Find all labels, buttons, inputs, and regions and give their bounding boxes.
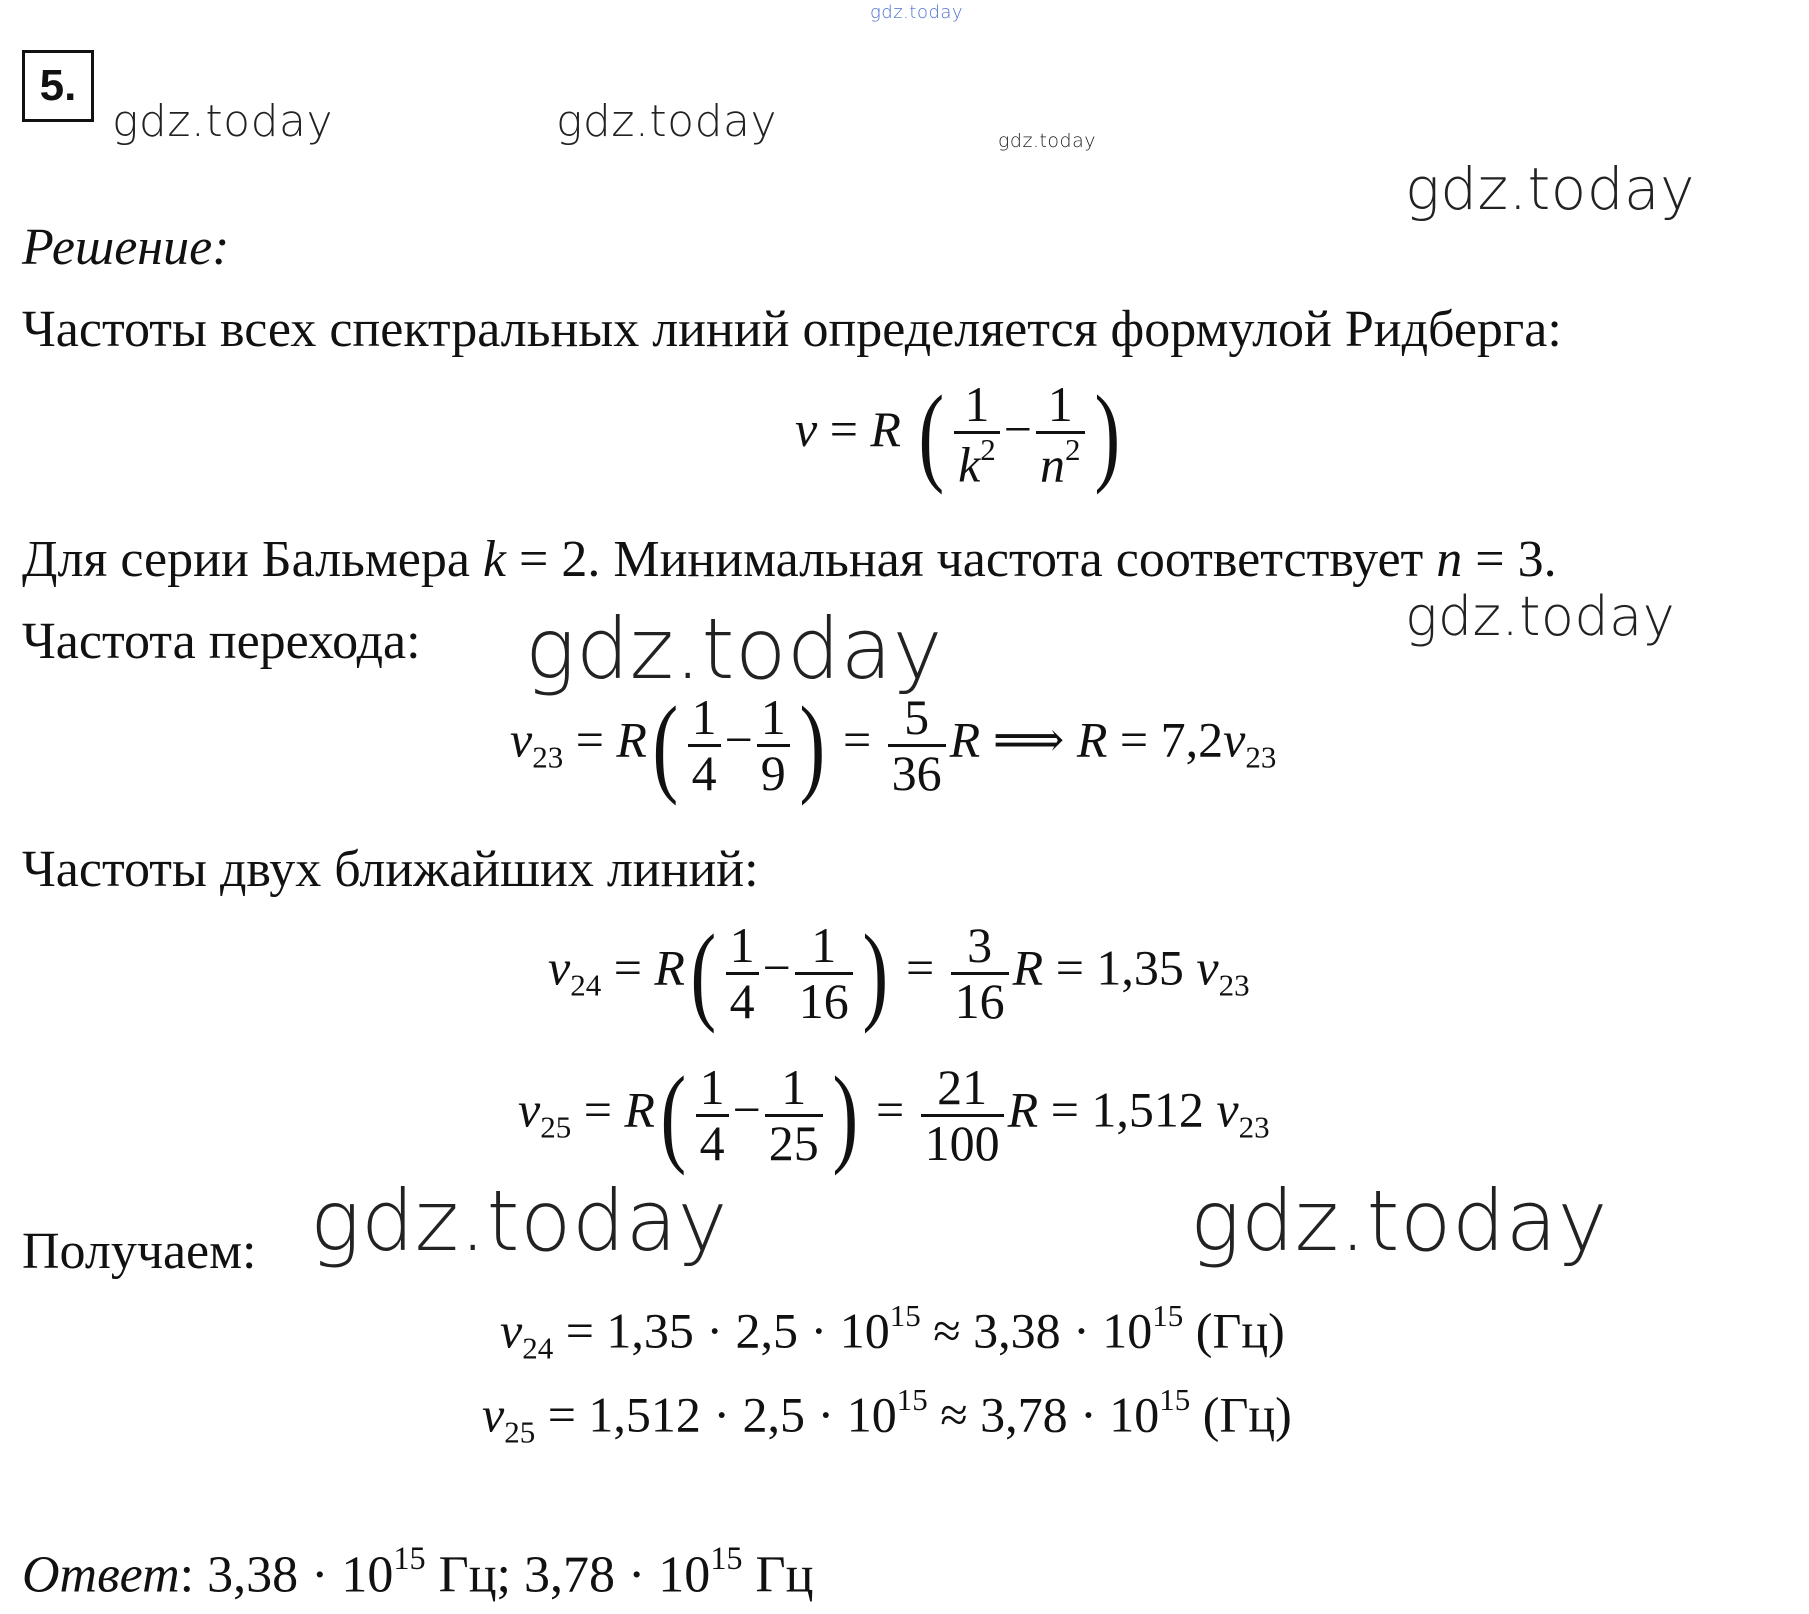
problem-number: 5. bbox=[22, 50, 94, 122]
watermark: gdz.today bbox=[1405, 155, 1695, 223]
result-nu24: $\nu_{24} = 1,35 \cdot 2,5 \cdot 10^{15} \approx 3,38 \cdot 10^{15}$ (Гц) bbox=[500, 1298, 1285, 1366]
watermark: gdz.today bbox=[1190, 1172, 1608, 1270]
watermark: gdz.today bbox=[556, 96, 778, 147]
transition-label: Частота перехода: bbox=[22, 613, 421, 670]
equation-nu24: $\nu_{24} = R$( $\frac{1}{4}$ − $\frac{1}{16}$ ) = $\frac{3}{16}$ R = 1,35 $\nu_{23}$ bbox=[548, 912, 1250, 1034]
watermark: gdz.today bbox=[112, 96, 334, 147]
equation-nu25: $\nu_{25} = R$( $\frac{1}{4}$ − $\frac{1}{25}$ ) = $\frac{21}{100}$ R = 1,512 $\nu_{23}$ bbox=[518, 1054, 1270, 1176]
watermark: gdz.today bbox=[310, 1172, 728, 1270]
equation-nu23: $\nu_{23} = R$( $\frac{1}{4}$ − $\frac{1}{9}$ ) = $\frac{5}{36}$ R ⟹ $R = 7,2\nu_{23}$ bbox=[510, 684, 1277, 806]
intro-text: Частоты всех спектральных линий определяется формулой Ридберга: bbox=[22, 301, 1562, 358]
result-label: Получаем: bbox=[22, 1223, 257, 1280]
solution-heading: Решение: bbox=[22, 219, 230, 276]
nearest-lines-label: Частоты двух ближайших линий: bbox=[22, 841, 759, 898]
rydberg-formula: ν = R ( $\frac{1}{k^2}$ − $\frac{1}{n^2}$ ) bbox=[795, 373, 1120, 496]
answer: Ответ: $3,38 \cdot 10^{15}$ Гц; $3,78 \cdot 10^{15}$ Гц bbox=[22, 1540, 814, 1604]
result-nu25: $\nu_{25} = 1,512 \cdot 2,5 \cdot 10^{15} \approx 3,78 \cdot 10^{15}$ (Гц) bbox=[482, 1382, 1292, 1450]
watermark: gdz.today bbox=[1405, 585, 1676, 648]
answer-label: Ответ bbox=[22, 1546, 180, 1604]
watermark: gdz.today bbox=[998, 130, 1096, 152]
watermark: gdz.today bbox=[525, 600, 943, 698]
balmer-text: Для серии Бальмера k = 2. Минимальная частота соответствует n = 3. bbox=[22, 531, 1557, 588]
watermark-top: gdz.today bbox=[870, 2, 964, 23]
